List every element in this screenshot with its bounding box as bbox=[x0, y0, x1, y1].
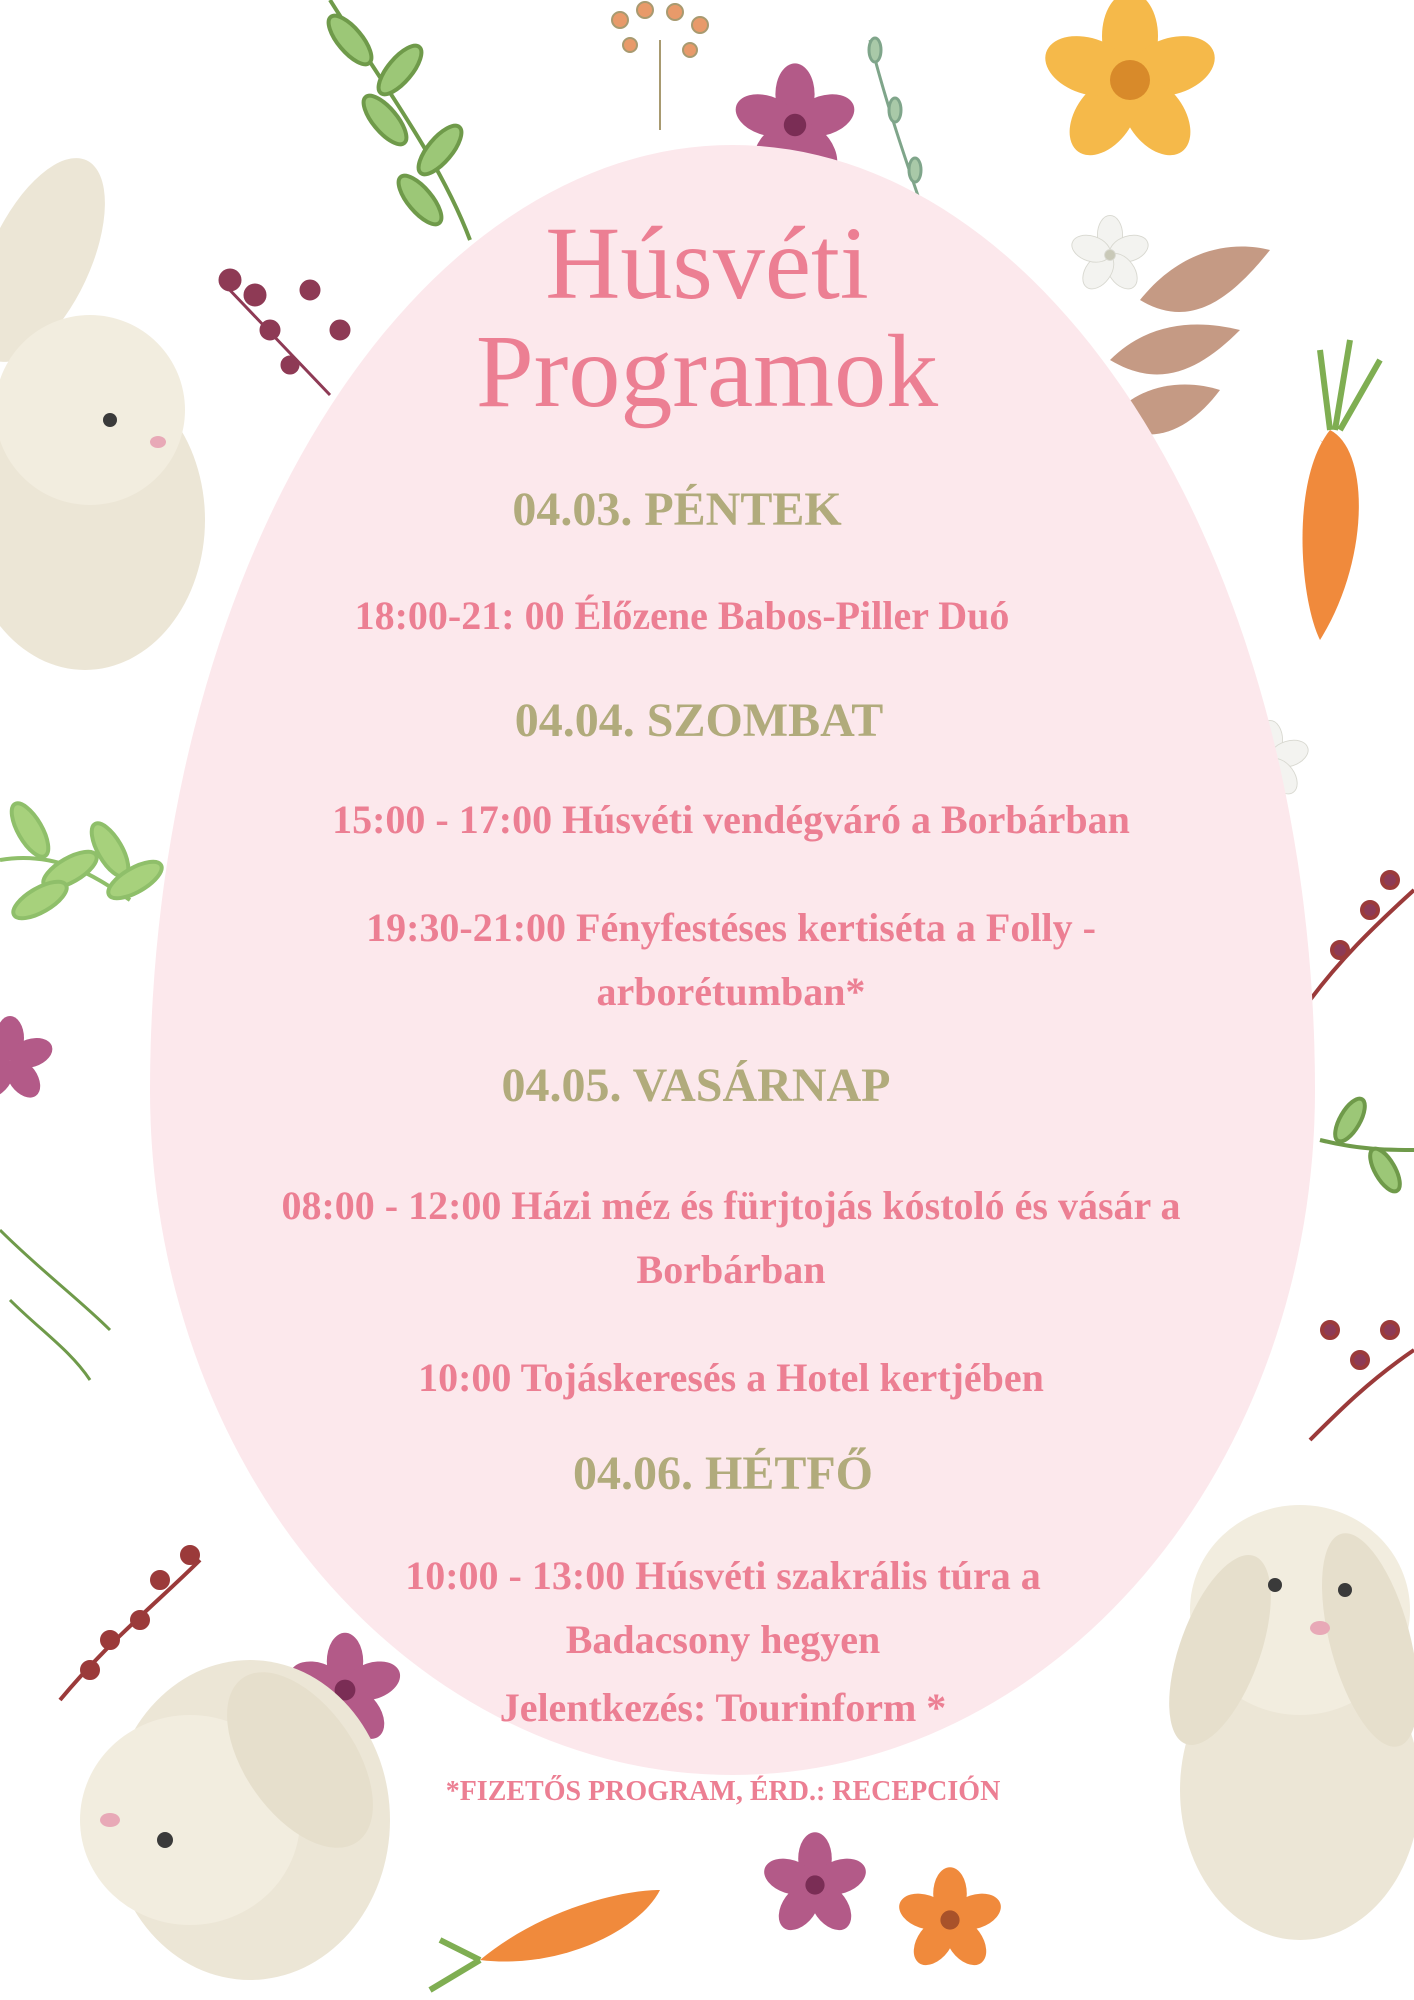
event-line: 08:00 - 12:00 Házi méz és fürjtojás kóstoló és vásár a bbox=[281, 1183, 1181, 1228]
day-heading: 04.03. PÉNTEK bbox=[512, 483, 842, 536]
event-line: 18:00-21: 00 Élőzene Babos-Piller Duó bbox=[354, 593, 1010, 638]
event-line: Badacsony hegyen bbox=[565, 1617, 881, 1662]
day-heading: 04.05. VASÁRNAP bbox=[501, 1059, 891, 1112]
flower-icon bbox=[895, 1867, 1006, 1973]
event-line: Borbárban bbox=[636, 1247, 826, 1292]
flower-icon bbox=[1038, 0, 1223, 168]
carrot-icon bbox=[430, 1890, 660, 1990]
event-line: 10:00 Tojáskeresés a Hotel kertjében bbox=[418, 1355, 1044, 1400]
dill-flower-icon bbox=[612, 2, 708, 130]
event-line: 19:30-21:00 Fényfestéses kertiséta a Folly - bbox=[366, 905, 1096, 950]
leaf-branch-icon bbox=[322, 0, 470, 240]
day-heading: 04.04. SZOMBAT bbox=[514, 694, 884, 747]
day-heading: 04.06. HÉTFŐ bbox=[572, 1447, 874, 1500]
event-line: 10:00 - 13:00 Húsvéti szakrális túra a bbox=[405, 1553, 1041, 1598]
title-line-1: Húsvéti bbox=[545, 206, 869, 321]
event-line: Jelentkezés: Tourinform * bbox=[499, 1685, 947, 1730]
event-line: 15:00 - 17:00 Húsvéti vendégváró a Borbárban bbox=[332, 797, 1130, 842]
flower-icon bbox=[760, 1832, 871, 1938]
title-line-2: Programok bbox=[475, 314, 939, 429]
footnote: *FIZETŐS PROGRAM, ÉRD.: RECEPCIÓN bbox=[445, 1776, 1001, 1807]
event-line: arborétumban* bbox=[596, 969, 866, 1014]
